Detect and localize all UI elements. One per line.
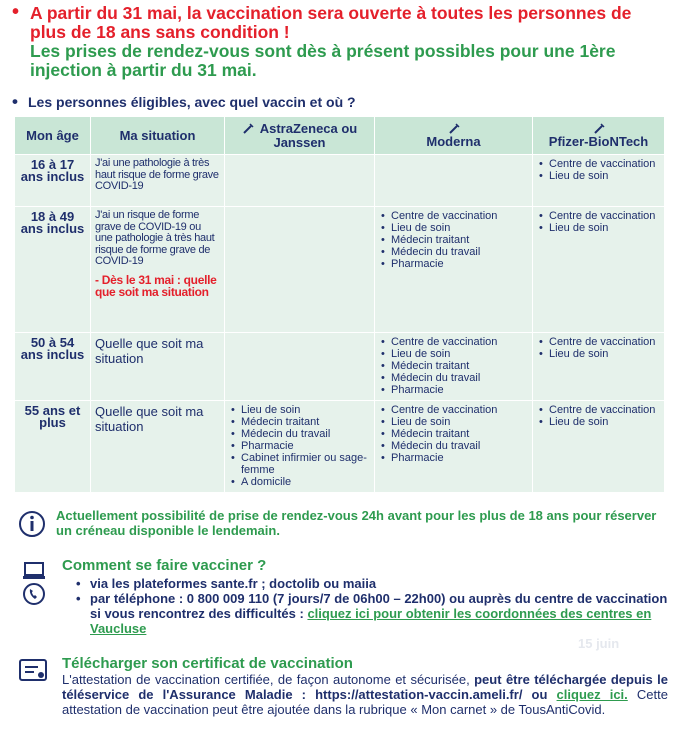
astra-cell	[225, 333, 375, 401]
list-item: • Médecin du travail	[229, 428, 370, 440]
list-item: • Médecin traitant	[379, 234, 528, 246]
list-item: • Lieu de soin	[379, 416, 528, 428]
info-text: Actuellement possibilité de prise de rendez-vous 24h avant pour les plus de 18 ans pour réserver un créneau disponible le lendemain.	[56, 508, 657, 538]
howto-list	[70, 576, 668, 636]
cert-text-2: Cette attestation de vaccination peut être ajoutée dans la rubrique « Mon carnet » de TousAntiCovid.	[62, 687, 668, 717]
phone-icon	[22, 582, 46, 606]
cert-text-bold: peut être téléchargée depuis le téléservice de l'Assurance Maladie : https://attestation-vaccin.ameli.fr/	[62, 672, 668, 702]
list-item: • Lieu de soin	[537, 416, 660, 428]
list-item: • Médecin traitant	[229, 416, 370, 428]
list-item: • Pharmacie	[379, 258, 528, 270]
list-item: • Lieu de soin	[379, 348, 528, 360]
list-item: • Pharmacie	[379, 384, 528, 396]
headline	[10, 4, 668, 80]
list-item	[70, 591, 668, 636]
table-header-row	[15, 117, 665, 155]
list-item: • Pharmacie	[379, 452, 528, 464]
age-cell: 50 à 54 ans inclus	[15, 333, 91, 401]
phone-text: par téléphone : 0 800 009 110 (7 jours/7 de 06h00 – 22h00) ou auprès du centre de vaccination si vous rencontrez des difficultés :	[90, 591, 668, 621]
list-item: • Centre de vaccination	[537, 210, 660, 222]
cert-link[interactable]: cliquez ici.	[556, 687, 628, 702]
laptop-icon	[22, 561, 46, 581]
age-cell: 16 à 17 ans inclus	[15, 155, 91, 207]
header-age: Mon âge	[15, 117, 91, 155]
table-row	[15, 401, 665, 493]
situation-text: J'ai un risque de forme grave de COVID-19 ou une pathologie à très haut risque de forme grave de COVID-19	[95, 209, 215, 267]
centres-link[interactable]: cliquez ici pour obtenir les coordonnées des centres en Vaucluse	[90, 606, 652, 636]
header-moderna	[375, 117, 533, 155]
list-item: • Médecin du travail	[379, 440, 528, 452]
syringe-icon	[242, 123, 254, 135]
cert-text-1: L'attestation de vaccination certifiée, de façon autonome et sécurisée,	[62, 672, 470, 687]
pfizer-cell	[533, 333, 665, 401]
age-cell: 18 à 49 ans inclus	[15, 207, 91, 333]
astra-cell	[225, 207, 375, 333]
list-item: • Médecin du travail	[379, 372, 528, 384]
eligibility-subhead: • Les personnes éligibles, avec quel vaccin et où ?	[10, 94, 356, 110]
list-item: • Cabinet infirmier ou sage-femme	[229, 452, 370, 476]
moderna-cell	[375, 155, 533, 207]
headline-green: Les prises de rendez-vous sont dès à présent possibles pour une 1ère injection à partir du 31 mai.	[30, 41, 616, 80]
list-item: • A domicile	[229, 476, 370, 488]
list-item: • Centre de vaccination	[537, 404, 660, 416]
howto-section	[18, 557, 668, 651]
list-item: • Lieu de soin	[537, 170, 660, 182]
info-note	[18, 508, 668, 538]
astra-cell	[225, 401, 375, 493]
table-row	[15, 155, 665, 207]
list-item: • Médecin traitant	[379, 428, 528, 440]
list-item: • Centre de vaccination	[379, 336, 528, 348]
header-pfizer	[533, 117, 665, 155]
certificate-body	[62, 672, 668, 717]
cert-text-ou: ou	[531, 687, 548, 702]
header-astra	[225, 117, 375, 155]
situation-cell	[91, 207, 225, 333]
list-item: • Pharmacie	[229, 440, 370, 452]
list-item: • Lieu de soin	[537, 222, 660, 234]
situation-red-note: - Dès le 31 mai : quelle que soit ma situation	[95, 272, 217, 299]
howto-title: Comment se faire vacciner ?	[62, 557, 267, 574]
situation-cell: Quelle que soit ma situation	[91, 333, 225, 401]
list-item: • Centre de vaccination	[379, 404, 528, 416]
table-row	[15, 207, 665, 333]
moderna-cell	[375, 333, 533, 401]
list-item: • Lieu de soin	[379, 222, 528, 234]
pfizer-cell	[533, 155, 665, 207]
pfizer-cell	[533, 207, 665, 333]
situation-cell: J'ai une pathologie à très haut risque de forme grave COVID-19	[91, 155, 225, 207]
list-item: • Lieu de soin	[229, 404, 370, 416]
header-astra-label: AstraZeneca ou Janssen	[259, 120, 358, 150]
header-moderna-label: Moderna	[426, 133, 481, 149]
list-item: • Centre de vaccination	[537, 158, 660, 170]
moderna-cell	[375, 207, 533, 333]
pfizer-cell	[533, 401, 665, 493]
list-item: • Médecin traitant	[379, 360, 528, 372]
list-item: • Médecin du travail	[379, 246, 528, 258]
age-cell: 55 ans et plus	[15, 401, 91, 493]
list-item: • Centre de vaccination	[537, 336, 660, 348]
info-icon	[18, 510, 46, 538]
certificate-title: Télécharger son certificat de vaccination	[62, 655, 353, 672]
list-item: • Lieu de soin	[537, 348, 660, 360]
list-item: • Centre de vaccination	[379, 210, 528, 222]
situation-cell: Quelle que soit ma situation	[91, 401, 225, 493]
moderna-cell	[375, 401, 533, 493]
certificate-icon	[18, 658, 48, 684]
header-pfizer-label: Pfizer-BioNTech	[548, 133, 649, 149]
ghost-text: 15 juin	[578, 636, 620, 651]
astra-cell	[225, 155, 375, 207]
certificate-section	[18, 656, 668, 717]
header-situation: Ma situation	[91, 117, 225, 155]
list-item: • via les plateformes sante.fr ; doctolib ou maiia	[70, 576, 668, 591]
headline-red: • A partir du 31 mai, la vaccination sera ouverte à toutes les personnes de plus de 18 ans sans condition !	[10, 4, 668, 42]
table-row	[15, 333, 665, 401]
eligibility-table	[14, 116, 665, 493]
